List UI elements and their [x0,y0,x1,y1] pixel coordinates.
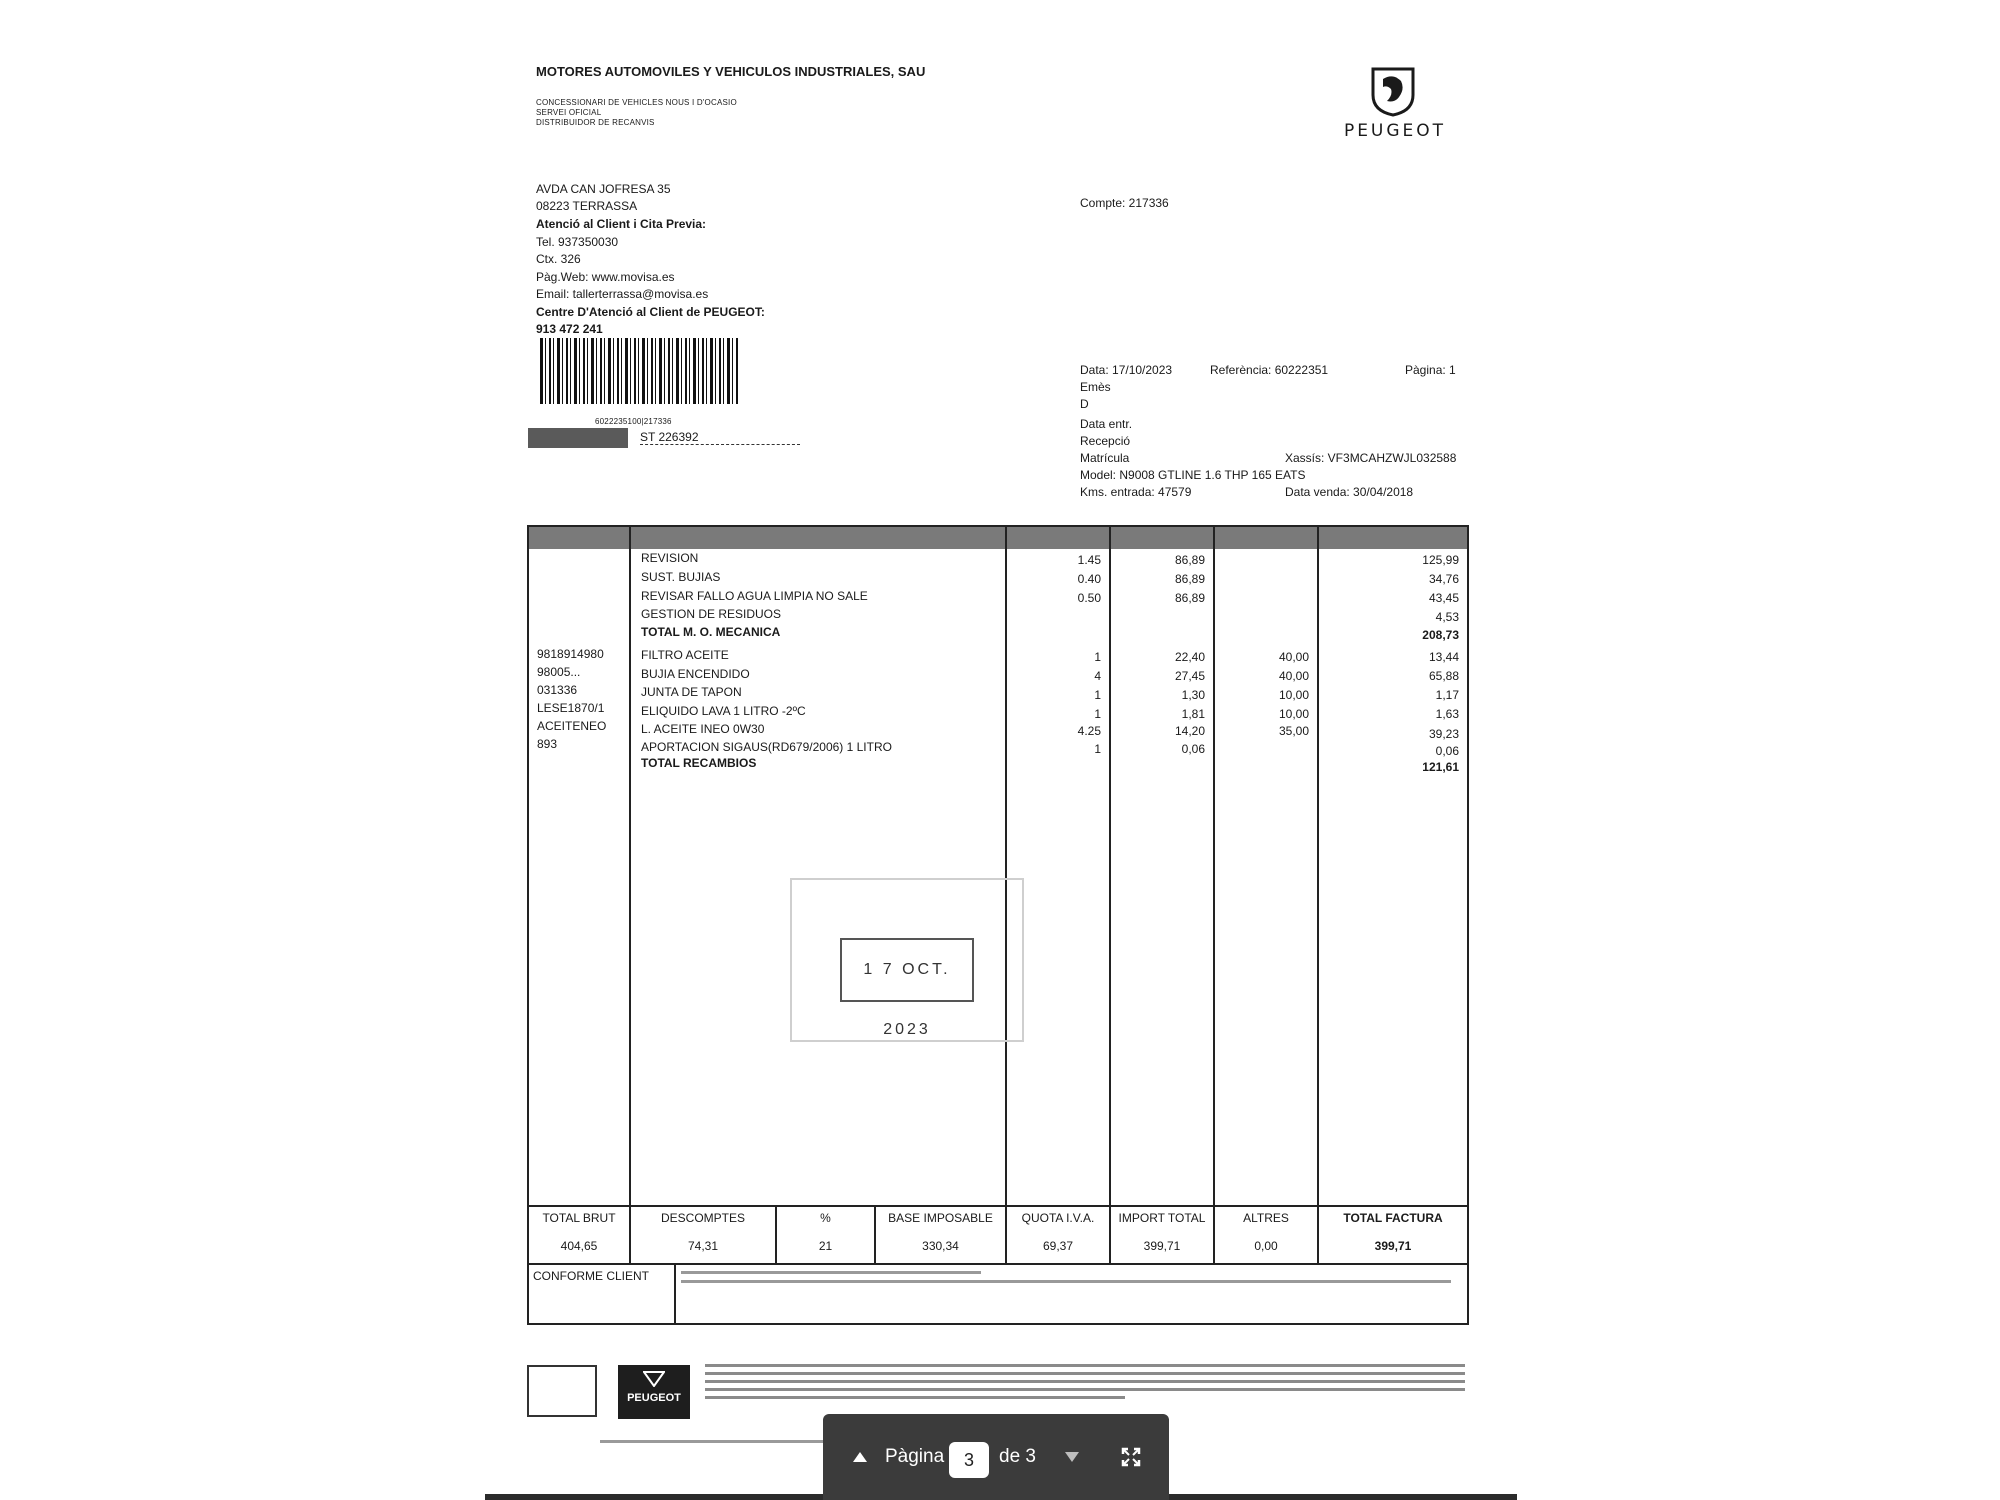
part-qty-6: 1 [1094,742,1101,756]
part-amount-6: 0,06 [1435,744,1459,758]
contact-web: Pàg.Web: www.movisa.es [536,270,675,284]
caret-down-icon [1065,1452,1079,1462]
labor-desc-2: SUST. BUJIAS [641,570,721,584]
matricula-label: Matrícula [1080,451,1130,465]
part-price-1: 22,40 [1174,650,1205,664]
page-navigation-bar [823,1414,1169,1500]
labor-total-amount: 208,73 [1422,628,1459,642]
footer-text-line [705,1364,1465,1367]
st-number: ST 226392 [640,430,800,445]
sale-date: Data venda: 30/04/2018 [1285,485,1414,499]
footer-logo-text: PEUGEOT [627,1392,681,1404]
header-discount [1215,527,1317,549]
centre-phone: 913 472 241 [536,322,603,336]
part-disc-1: 40,00 [1278,650,1309,664]
address-line-1: AVDA CAN JOFRESA 35 [536,182,671,196]
page-label: Pàgina [885,1446,945,1467]
company-name: MOTORES AUTOMOVILES Y VEHICULOS INDUSTRIALES, SAU [536,64,926,79]
parts-total-amount: 121,61 [1422,760,1459,774]
recepcio-label: Recepció [1080,434,1131,448]
labor-desc-3: REVISAR FALLO AGUA LIMPIA NO SALE [641,589,868,603]
brand-wordmark: PEUGEOT [1343,121,1447,141]
table-header [529,527,1467,549]
part-price-6: 0,06 [1181,742,1205,756]
account-number: Compte: 217336 [1080,196,1169,210]
part-disc-3: 10,00 [1278,688,1309,702]
part-amount-2: 65,88 [1428,669,1459,683]
peugeot-footer-logo [618,1365,690,1419]
labor-amount-4: 4,53 [1435,610,1459,624]
column-divider [1005,527,1007,1205]
footer-text-line [705,1388,1465,1391]
part-qty-5: 4.25 [1077,724,1101,738]
column-divider [629,527,631,1205]
part-price-5: 14,20 [1174,724,1205,738]
previous-page-button[interactable] [853,1414,867,1500]
header-amount [1319,527,1467,549]
parts-total-label: TOTAL RECAMBIOS [641,756,757,770]
conforme-client-label: CONFORME CLIENT [533,1269,650,1283]
part-desc-1: FILTRO ACEITE [641,648,729,662]
received-stamp: 1 7 OCT. 2023 [840,938,974,1002]
part-qty-1: 1 [1094,650,1101,664]
part-price-3: 1,30 [1181,688,1205,702]
company-sub-1: CONCESSIONARI DE VEHICLES NOUS I D'OCASIO [536,98,737,107]
others-label: ALTRES [1243,1211,1289,1225]
others-value: 0,00 [1254,1239,1278,1253]
labor-amount-3: 43,45 [1428,591,1459,605]
invoice-total-value: 399,71 [1374,1239,1412,1253]
dark-label [528,428,628,448]
invoice-page-number: Pàgina: 1 [1405,363,1456,377]
part-ref-6: 893 [537,737,558,751]
part-amount-1: 13,44 [1428,650,1459,664]
header-qty [1007,527,1109,549]
total-brut-value: 404,65 [560,1239,598,1253]
part-ref-5: ACEITENEO [537,719,607,733]
part-ref-4: LESE1870/1 [537,701,605,715]
vat-percent-label: % [820,1211,831,1225]
totals-divider [529,1205,1467,1207]
part-amount-4: 1,63 [1435,707,1459,721]
import-total-label: IMPORT TOTAL [1118,1211,1206,1225]
barcode-number: 6022235100|217336 [595,417,672,426]
tax-base-value: 330,34 [922,1239,959,1253]
part-price-2: 27,45 [1174,669,1205,683]
barcode [540,338,740,404]
labor-price-1: 86,89 [1174,553,1205,567]
vehicle-model: Model: N9008 GTLINE 1.6 THP 165 EATS [1080,468,1306,482]
discounts-label: DESCOMPTES [660,1211,745,1225]
labor-qty-1: 1.45 [1077,553,1101,567]
lion-shield-icon [1369,65,1417,117]
address-line-2: 08223 TERRASSA [536,199,638,213]
part-desc-4: ELIQUIDO LAVA 1 LITRO -2ºC [641,704,806,718]
legal-note-line [681,1271,981,1274]
tax-base-label: BASE IMPOSABLE [888,1211,993,1225]
labor-amount-2: 34,76 [1428,572,1459,586]
part-qty-2: 4 [1094,669,1101,683]
part-ref-3: 031336 [537,683,578,697]
labor-desc-4: GESTION DE RESIDUOS [641,607,782,621]
conforme-divider [674,1263,676,1325]
expand-icon [1121,1447,1141,1467]
labor-amount-1: 125,99 [1422,553,1459,567]
labor-qty-2: 0.40 [1077,572,1101,586]
labor-desc-1: REVISION [641,551,699,565]
company-sub-2: SERVEI OFICIAL [536,108,602,117]
company-sub-3: DISTRIBUIDOR DE RECANVIS [536,118,655,127]
invoice-reference: Referència: 60222351 [1210,363,1329,377]
vat-amount-label: QUOTA I.V.A. [1021,1211,1095,1225]
d-label: D [1080,397,1089,411]
vat-amount-value: 69,37 [1042,1239,1074,1253]
certification-logo [527,1365,597,1417]
contact-email: Email: tallerterrassa@movisa.es [536,287,709,301]
part-disc-2: 40,00 [1278,669,1309,683]
peugeot-logo [1315,65,1475,145]
triangle-icon [643,1371,665,1387]
part-qty-4: 1 [1094,707,1101,721]
part-ref-2: 98005... [537,665,581,679]
part-disc-4: 10,00 [1278,707,1309,721]
header-ref [529,527,629,549]
service-title: Atenció al Client i Cita Previa: [536,217,707,231]
footer-text-line [705,1372,1465,1375]
contact-ext: Ctx. 326 [536,252,581,266]
conforme-divider [529,1263,1467,1265]
part-price-4: 1,81 [1181,707,1205,721]
column-divider [1109,527,1111,1205]
next-page-button[interactable] [1065,1414,1079,1500]
discounts-value: 74,31 [687,1239,719,1253]
emes-label: Emès [1080,380,1111,394]
centre-title: Centre D'Atenció al Client de PEUGEOT: [536,305,765,319]
header-description [631,527,1005,549]
km-entry: Kms. entrada: 47579 [1080,485,1192,499]
part-qty-3: 1 [1094,688,1101,702]
labor-qty-3: 0.50 [1077,591,1101,605]
labor-price-2: 86,89 [1174,572,1205,586]
part-disc-5: 35,00 [1278,724,1309,738]
invoice-total-label: TOTAL FACTURA [1343,1211,1443,1225]
vat-percent-value: 21 [818,1239,833,1253]
labor-total-label: TOTAL M. O. MECANICA [641,625,781,639]
caret-up-icon [853,1452,867,1462]
page-number-input[interactable]: 3 [949,1442,989,1478]
part-desc-2: BUJIA ENCENDIDO [641,667,750,681]
data-entrada-label: Data entr. [1080,417,1133,431]
part-desc-3: JUNTA DE TAPON [641,685,742,699]
footer-text-line [705,1396,1125,1399]
part-amount-5: 39,23 [1428,727,1459,741]
contact-tel: Tel. 937350030 [536,235,619,249]
labor-price-3: 86,89 [1174,591,1205,605]
part-amount-3: 1,17 [1435,688,1459,702]
part-ref-1: 9818914980 [537,647,604,661]
column-divider [1317,527,1319,1205]
import-total-value: 399,71 [1143,1239,1181,1253]
page-count: de 3 [999,1446,1036,1467]
fit-to-screen-button[interactable] [1121,1414,1141,1500]
header-price [1111,527,1213,549]
total-brut-label: TOTAL BRUT [542,1211,616,1225]
chassis-number: Xassís: VF3MCAHZWJL032588 [1285,451,1457,465]
invoice-date: Data: 17/10/2023 [1080,363,1173,377]
column-divider [1213,527,1215,1205]
legal-note-line [681,1280,1451,1283]
footer-text-line [705,1380,1465,1383]
part-desc-6: APORTACION SIGAUS(RD679/2006) 1 LITRO [641,740,892,754]
part-desc-5: L. ACEITE INEO 0W30 [641,722,765,736]
